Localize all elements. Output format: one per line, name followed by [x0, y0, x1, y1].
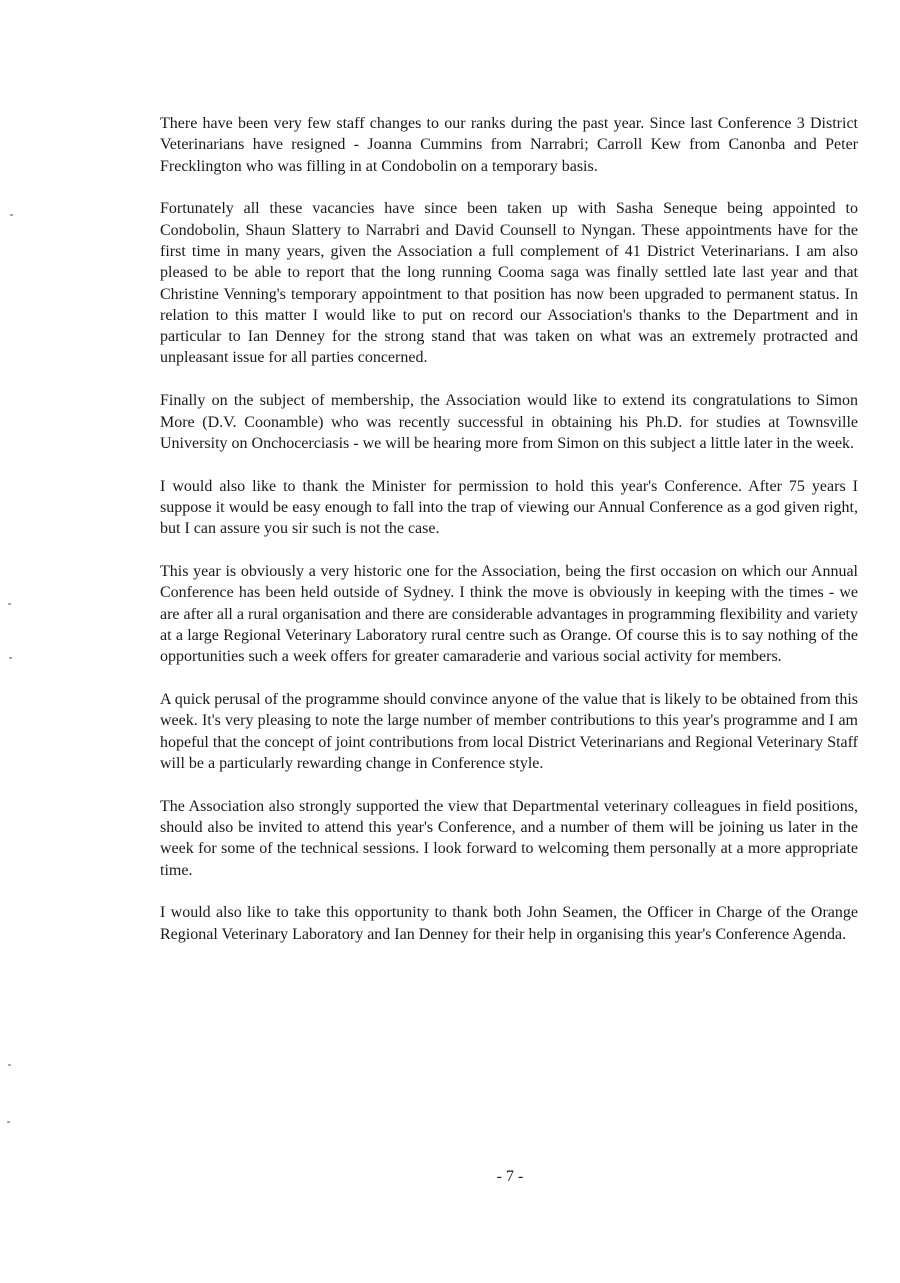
paragraph-agenda-thanks: I would also like to take this opportunity to thank both John Seamen, the Officer in Charge of the Orange Regional Veterinary Laboratory and Ian Denney for their help in organising this year's Conference Agenda. — [160, 904, 858, 943]
page-number: - 7 - — [496, 1168, 524, 1185]
scan-speck — [8, 1064, 11, 1066]
scan-speck — [9, 657, 12, 659]
body-text — [160, 113, 858, 967]
paragraph-field-colleagues: The Association also strongly supported the view that Departmental veterinary colleagues in field positions, should also be invited to attend this year's Conference, and a number of them will be joining us later in the week for some of the technical sessions. I look forward to welcoming them personally at a more appropriate time. — [160, 797, 858, 879]
paragraph-historic-year: This year is obviously a very historic one for the Association, being the first occasion on which our Annual Conference has been held outside of Sydney. I think the move is obviously in keeping with the times - we are after all a rural organisation and there are considerable advantages in programming flexibility and variety at a large Regional Veterinary Laboratory rural centre such as Orange. Of course this is to say nothing of the opportunities such a week offers for greater camaraderie and various social activity for members. — [160, 563, 858, 666]
scan-speck — [8, 603, 11, 605]
paragraph-programme: A quick perusal of the programme should convince anyone of the value that is likely to be obtained from this week. It's very pleasing to note the large number of member contributions to this year's programme and I am hopeful that the concept of joint contributions from local District Veterinarians and Regional Veterinary Staff will be a particularly rewarding change in Conference style. — [160, 691, 858, 772]
paragraph-staff-changes: There have been very few staff changes to our ranks during the past year. Since last Conference 3 District Veterinarians have resigned - Joanna Cummins from Narrabri; Carroll Kew from Canonba and Peter Frecklington who was filling in at Condobolin on a temporary basis. — [160, 115, 858, 175]
paragraph-vacancies-filled: Fortunately all these vacancies have since been taken up with Sasha Seneque being appointed to Condobolin, Shaun Slattery to Narrabri and David Counsell to Nyngan. These appointments have for the first time in many years, given the Association a full complement of 41 District Veterinarians. I am also pleased to be able to report that the long running Cooma saga was finally settled late last year and that Christine Venning's temporary appointment to that position has now been upgraded to permanent status. In relation to this matter I would like to put on record our Association's thanks to the Department and in particular to Ian Denney for the strong stand that was taken on what was an extremely protracted and unpleasant issue for all parties concerned. — [160, 200, 858, 367]
paragraph-minister-thanks: I would also like to thank the Minister for permission to hold this year's Conference. After 75 years I suppose it would be easy enough to fall into the trap of viewing our Annual Conference as a god given right, but I can assure you sir such is not the case. — [160, 477, 858, 538]
scan-speck — [7, 1121, 10, 1123]
paragraph-membership: Finally on the subject of membership, the Association would like to extend its congratulations to Simon More (D.V. Coonamble) who was recently successful in obtaining his Ph.D. for studies at Townsville University on Onchocerciasis - we will be hearing more from Simon on this subject a little later in the week. — [160, 392, 858, 452]
scan-speck — [10, 214, 13, 216]
